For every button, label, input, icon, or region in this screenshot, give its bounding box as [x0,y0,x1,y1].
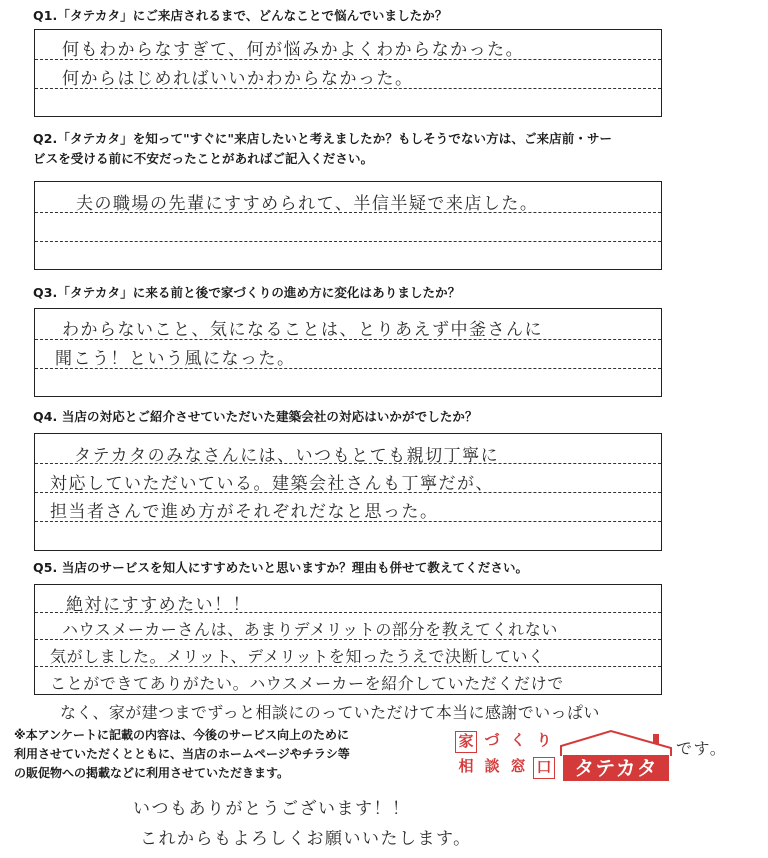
question-2-label-line-2: ビスを受ける前に不安だったことがあればご記入ください。 [33,151,374,166]
disclaimer-line-3: の販促物への掲載などに利用させていただきます。 [14,766,290,780]
answer-line [35,241,661,242]
answer-3-line-2: 聞こう！という風になった。 [55,349,296,369]
logo-char: 談 [484,757,500,775]
logo-char: づ [484,731,500,749]
logo-char: り [536,731,552,749]
logo-brand-name: タテカタ [563,755,669,781]
question-3-label: Q3.「タテカタ」に来る前と後で家づくりの進め方に変化はありましたか？ [33,285,461,300]
house-roof-icon [559,728,673,758]
logo-char: 相 [458,757,474,775]
question-2-label-line-1: Q2.「タテカタ」を知って"すぐに"来店したいと考えましたか？もしそうでない方は、ご来店前・サー [33,131,613,146]
answer-5-line-2: ハウスメーカーさんは、あまりデメリットの部分を教えてくれない [62,620,558,639]
logo-char: 家 [455,731,477,753]
answer-2-line-1: 夫の職場の先輩にすすめられて、半信半疑で来店した。 [76,194,539,214]
logo-char: 口 [533,757,555,779]
question-1-label: Q1.「タテカタ」にご来店されるまで、どんなことで悩んでいましたか？ [33,8,448,23]
answer-5-line-4: ことができてありがたい。ハウスメーカーを紹介していただくだけで [50,674,564,693]
answer-3-line-1: わからないこと、気になることは、とりあえず中釜さんに [62,320,543,340]
question-4-label: Q4. 当店の対応とご紹介させていただいた建築会社の対応はいかがでしたか？ [33,409,478,424]
answer-4-line-2: 対応していただいている。建築会社さんも丁寧だが、 [50,474,494,494]
answer-1-line-2: 何からはじめればいいかわからなかった。 [62,69,414,89]
answer-5-line-1: 絶対にすすめたい！！ [66,595,252,615]
logo-char: く [510,731,526,749]
tatekata-logo [455,728,673,782]
closing-line-2: これからもよろしくお願いいたします。 [140,829,472,849]
answer-4-line-1: タテカタのみなさんには、いつもとても親切丁寧に [74,446,500,466]
disclaimer-line-1: ※本アンケートに記載の内容は、今後のサービス向上のために [14,728,349,742]
answer-5-line-6: です。 [676,739,728,758]
logo-char: 窓 [510,757,526,775]
answer-5-line-3: 気がしました。メリット、デメリットを知ったうえで決断していく [50,647,545,666]
answer-5-line-5: なく、家が建つまでずっと相談にのっていただけて本当に感謝でいっぱい [60,703,600,722]
closing-line-1: いつもありがとうございます！！ [133,799,411,819]
question-5-label: Q5. 当店のサービスを知人にすすめたいと思いますか？理由も併せて教えてください。 [33,560,529,575]
disclaimer-line-2: 利用させていただくとともに、当店のホームページやチラシ等 [14,747,350,761]
disclaimer-note [14,726,350,783]
answer-1-line-1: 何もわからなすぎて、何が悩みかよくわからなかった。 [62,40,525,60]
answer-4-line-3: 担当者さんで進め方がそれぞれだなと思った。 [50,502,439,522]
